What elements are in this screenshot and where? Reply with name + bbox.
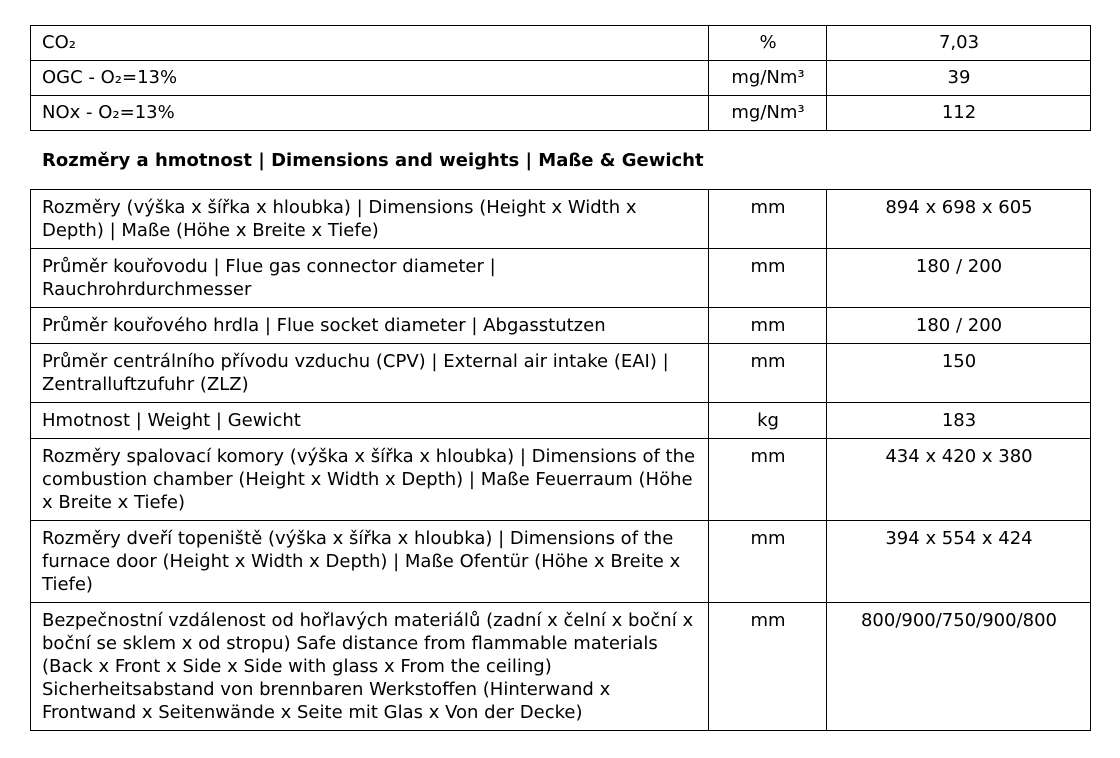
value-cell: 180 / 200 [827,249,1091,308]
unit-cell: mm [709,190,827,249]
unit-cell: mm [709,521,827,603]
parameter-cell: Hmotnost | Weight | Gewicht [31,403,709,439]
parameter-cell: NOx - O₂=13% [31,96,709,131]
unit-cell: mm [709,249,827,308]
table-row [31,61,1091,96]
unit-cell: mm [709,603,827,731]
parameter-cell: CO₂ [31,26,709,61]
parameter-cell: Bezpečnostní vzdálenost od hořlavých materiálů (zadní x čelní x boční x boční se sklem x od stropu) Safe distance from flammable materials (Back x Front x Side x Side with glass x From the ceiling) Sicherheitsabstand von brennbaren Werkstoffen (Hinterwand x Frontwand x Seitenwände x Seite mit Glas x Von der Decke) [31,603,709,731]
table-row [31,344,1091,403]
value-cell: 180 / 200 [827,308,1091,344]
unit-cell: mg/Nm³ [709,96,827,131]
value-cell: 894 x 698 x 605 [827,190,1091,249]
unit-cell: mm [709,439,827,521]
value-cell: 394 x 554 x 424 [827,521,1091,603]
table-row [31,249,1091,308]
parameter-cell: Rozměry dveří topeniště (výška x šířka x hloubka) | Dimensions of the furnace door (Height x Width x Depth) | Maße Ofentür (Höhe x Breite x Tiefe) [31,521,709,603]
value-cell: 112 [827,96,1091,131]
parameter-cell: Rozměry spalovací komory (výška x šířka x hloubka) | Dimensions of the combustion chamber (Height x Width x Depth) | Maße Feuerraum (Höhe x Breite x Tiefe) [31,439,709,521]
table-row [31,439,1091,521]
table-row [31,96,1091,131]
parameter-cell: Průměr kouřovodu | Flue gas connector diameter | Rauchrohrdurchmesser [31,249,709,308]
unit-cell: mm [709,344,827,403]
parameter-cell: Průměr kouřového hrdla | Flue socket diameter | Abgasstutzen [31,308,709,344]
parameter-cell: OGC - O₂=13% [31,61,709,96]
unit-cell: mm [709,308,827,344]
section-heading: Rozměry a hmotnost | Dimensions and weights | Maße & Gewicht [42,150,704,171]
table-row [31,403,1091,439]
value-cell: 183 [827,403,1091,439]
table-row [31,190,1091,249]
table-row [31,26,1091,61]
table-row [31,603,1091,731]
parameter-cell: Rozměry (výška x šířka x hloubka) | Dimensions (Height x Width x Depth) | Maße (Höhe x Breite x Tiefe) [31,190,709,249]
value-cell: 800/900/750/900/800 [827,603,1091,731]
emissions-table [30,25,1091,131]
value-cell: 7,03 [827,26,1091,61]
table-row [31,308,1091,344]
unit-cell: kg [709,403,827,439]
table-row [31,521,1091,603]
unit-cell: % [709,26,827,61]
dimensions-table [30,189,1091,731]
parameter-cell: Průměr centrálního přívodu vzduchu (CPV) | External air intake (EAI) | Zentralluftzufuhr (ZLZ) [31,344,709,403]
value-cell: 39 [827,61,1091,96]
value-cell: 150 [827,344,1091,403]
value-cell: 434 x 420 x 380 [827,439,1091,521]
unit-cell: mg/Nm³ [709,61,827,96]
